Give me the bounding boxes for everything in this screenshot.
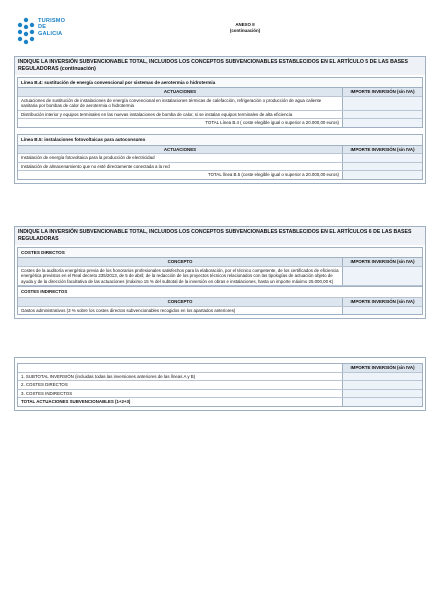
col-concepto: CONCEPTO xyxy=(18,298,342,306)
row-label: Instalación de energía fotovoltaica para la producción de electricidad xyxy=(21,155,155,161)
amount-input[interactable] xyxy=(342,307,422,315)
section-investment-article-6 xyxy=(14,226,426,319)
amount-input[interactable] xyxy=(342,373,422,381)
total-row xyxy=(18,171,422,179)
section-investment-article-5 xyxy=(14,56,426,184)
table-row xyxy=(18,381,422,390)
turismo-de-galicia-logo xyxy=(16,17,76,47)
col-importe: IMPORTE INVERSIÓN (sin IVA) xyxy=(342,364,422,372)
table-row xyxy=(18,373,422,382)
table-row xyxy=(18,307,422,315)
total-row xyxy=(18,398,422,406)
row-label: Instalación de almacenamiento que no esté directamente conectada a la red xyxy=(21,163,170,169)
total-input[interactable] xyxy=(342,398,422,406)
galicia-shell-logo-icon xyxy=(16,17,36,45)
row-label: 2. COSTES DIRECTOS xyxy=(21,382,68,388)
col-importe: IMPORTE INVERSIÓN (sin IVA) xyxy=(342,88,422,96)
line-b4-table xyxy=(17,77,423,129)
table-row xyxy=(18,390,422,399)
total-input[interactable] xyxy=(342,119,422,127)
total-label: TOTAL Línea B.4 ( coste elegible igual o superior a 20.000,00 euros) xyxy=(205,120,339,126)
col-blank xyxy=(18,364,342,372)
amount-input[interactable] xyxy=(342,390,422,398)
section-totals xyxy=(14,357,426,411)
indirect-costs-title: COSTES INDIRECTOS xyxy=(21,289,68,295)
amount-input[interactable] xyxy=(342,97,422,110)
indirect-costs-heading-row xyxy=(18,286,422,298)
table-header xyxy=(18,298,422,307)
row-label: 1. SUBTOTAL INVERSIÓN (incluidas todas las inversiones anteriores de las líneas A y B) xyxy=(21,373,196,379)
total-label: TOTAL línea B.5 (coste elegible igual o superior a 20.000,00 euros) xyxy=(208,172,339,178)
annex-heading xyxy=(205,22,285,33)
col-actuaciones: ACTUACIONES xyxy=(18,88,342,96)
amount-input[interactable] xyxy=(342,381,422,389)
section-title: INDIQUE LA INVERSIÓN SUBVENCIONABLE TOTAL, INCLUIDOS LOS CONCEPTOS SUBVENCIONABLES ESTABLECIDOS EN EL ARTÍCULO 5 DE LAS BASES REGULADORAS (continuación) xyxy=(15,57,425,75)
totals-table xyxy=(17,363,423,407)
table-header xyxy=(18,88,422,97)
table-header xyxy=(18,258,422,267)
table-header xyxy=(18,364,422,373)
row-label: Actuaciones de sustitución de instalaciones de energía convencional en instalaciones térmicas de calefacción, refrigeración o producción de agua caliente sanitaria por bombas de calor de aerotermia o hidrotermia xyxy=(21,97,322,109)
annex-title: ANEXO II xyxy=(235,22,255,27)
table-row xyxy=(18,154,422,163)
amount-input[interactable] xyxy=(342,154,422,162)
amount-input[interactable] xyxy=(342,111,422,119)
amount-input[interactable] xyxy=(342,267,422,286)
total-row xyxy=(18,119,422,127)
table-header xyxy=(18,146,422,155)
row-label: Distribución interior y equipos terminales en las nuevas instalaciones de bomba de calor, si se instalan equipos terminales de alta eficiencia xyxy=(21,111,293,117)
line-b4-title: Línea B.4: sustitución de energía convencional por sistemas de aerotermia o hidrotermia xyxy=(18,78,422,89)
col-concepto: CONCEPTO xyxy=(18,258,342,266)
line-b5-title: Línea B.5: instalaciones fotovoltaicas para autoconsumo xyxy=(18,135,422,146)
col-importe: IMPORTE INVERSIÓN (sin IVA) xyxy=(342,298,422,306)
col-importe: IMPORTE INVERSIÓN (sin IVA) xyxy=(342,146,422,154)
row-label: Costes de la auditoría energética previa de los honorarios profesionales satisfechos para la elaboración, por el técnico competente, de los certificados de eficiencia energética previstos en el Real decreto 235/2013, de 5 de abril; de la redacción de los proyectos técnicos relacionados con las tipologías de actuación objeto de ayuda y de la dirección facultativa de las actuaciones (máximo 15 % del subtotal de la inversión en obras e instalaciones, hasta un importe máximo 25.000,00 €) xyxy=(21,267,339,284)
logo-wordmark: TURISMO DE GALICIA xyxy=(38,18,66,37)
table-row xyxy=(18,97,422,111)
total-input[interactable] xyxy=(342,171,422,179)
line-b5-table xyxy=(17,134,423,180)
row-label: Gastos administrativos (3 % sobre los costes directos subvencionables recogidos en los apartados anteriores) xyxy=(21,307,236,313)
annex-subtitle: (continuación) xyxy=(229,27,261,33)
table-row xyxy=(18,163,422,172)
row-label: 3. COSTES INDIRECTOS xyxy=(21,390,73,396)
costs-table xyxy=(17,247,423,316)
col-actuaciones: ACTUACIONES xyxy=(18,146,342,154)
col-importe: IMPORTE INVERSIÓN (sin IVA) xyxy=(342,258,422,266)
table-row xyxy=(18,111,422,120)
direct-costs-title: COSTES DIRECTOS xyxy=(18,248,422,259)
table-row xyxy=(18,267,422,287)
amount-input[interactable] xyxy=(342,163,422,171)
row-label: TOTAL ACTUACIONES SUBVENCIONABLES (1+2+3) xyxy=(21,399,131,405)
section-title: INDIQUE LA INVERSIÓN SUBVENCIONABLE TOTAL, INCLUIDOS LOS CONCEPTOS SUBVENCIONABLES ESTABLECIDOS EN EL ARTÍCULOS 6 DE LAS BASES REGULADORAS xyxy=(15,227,425,245)
